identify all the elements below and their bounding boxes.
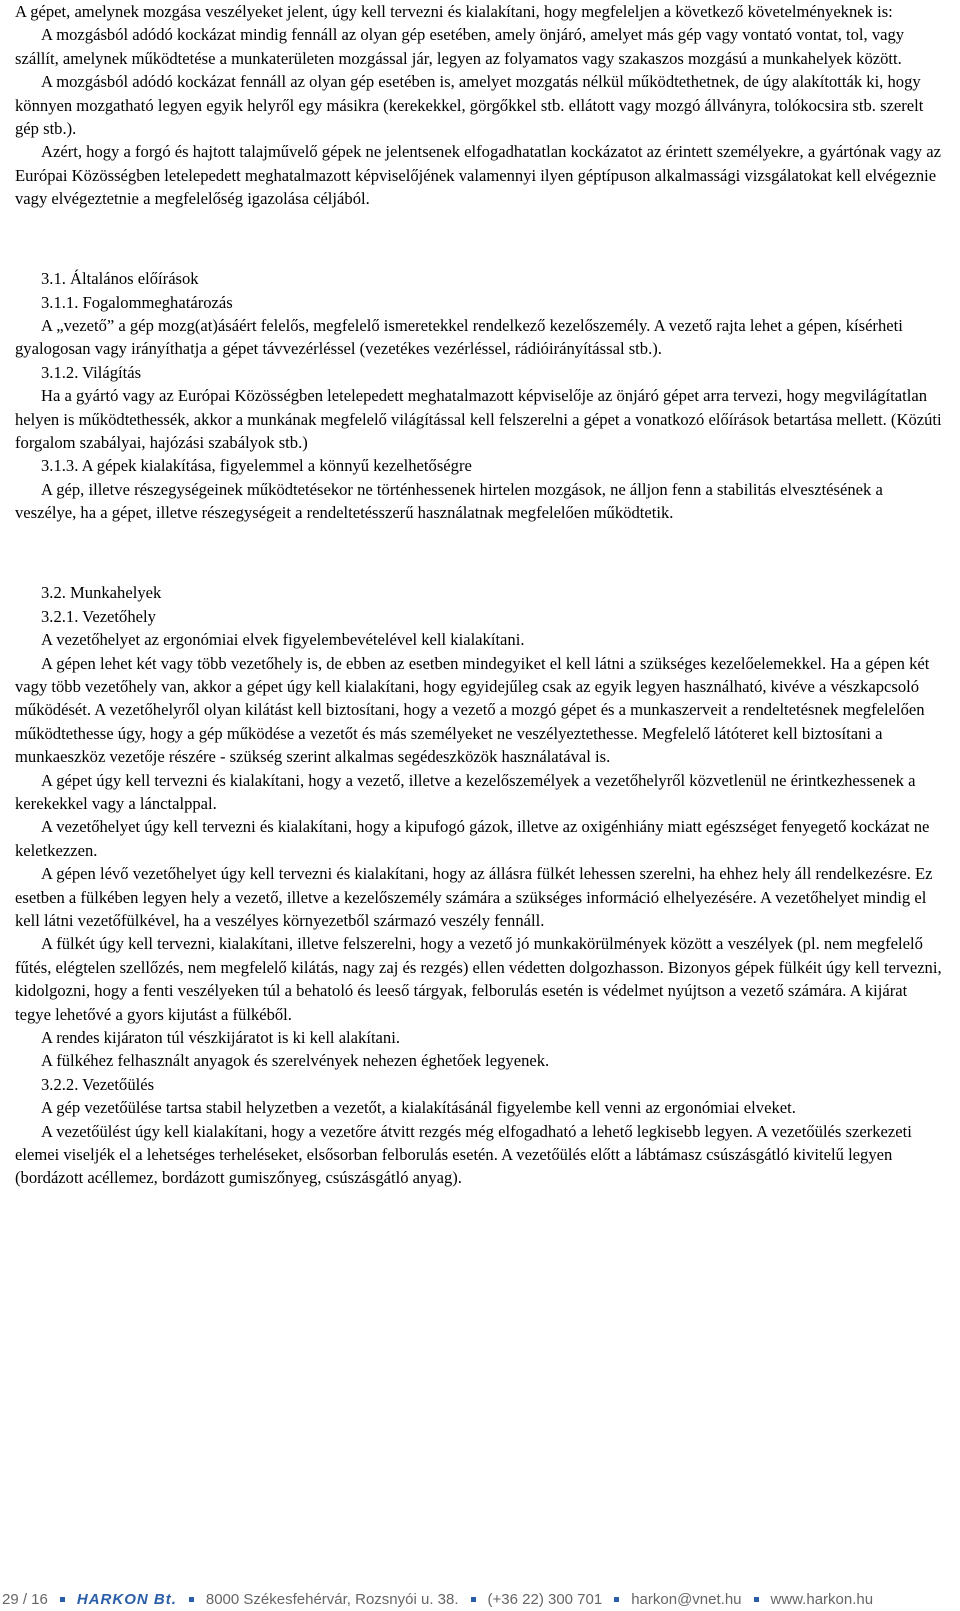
paragraph: A vezetőhelyet az ergonómiai elvek figyelembevételével kell kialakítani. xyxy=(41,630,525,650)
paragraph: A gép vezetőülése tartsa stabil helyzetben a vezetőt, a kialakításánál figyelembe kell venni az ergonómiai elveket. xyxy=(41,1098,796,1118)
paragraph: A gép, illetve részegységeinek működtetésekor ne történhessenek hirtelen mozgások, ne álljon fenn a stabilitás elvesztésének a veszélye, ha a gépet, illetve részegységeit a rendeltetésszerű használatnak megfelelően működtetik. xyxy=(15,479,883,523)
paragraph: 3.2. Munkahelyek xyxy=(41,583,162,603)
paragraph: A gépen lehet két vagy több vezetőhely is, de ebben az esetben mindegyiket el kell látni a szükséges kezelőelemekkel. Ha a gépen két vagy több vezetőhely van, akkor a gépet úgy kell kialakítani, hogy egyidejűleg csak az egyik legyen használható, kivéve a vészkapcsoló működését. A vezetőhelyről olyan kilátást kell biztosítani, hogy a vezető a mozgó gépet és a munkaszerveit a rendeltetésnek megfelelően működtethesse úgy, hogy a gép működése a vezetőt és más személyeket ne veszélyeztethesse. Megfelelő látóteret kell biztosítani a munkaeszköz vezetője részére - szükség szerint alkalmas segédeszközök használatával is. xyxy=(15,653,930,767)
paragraph: A mozgásból adódó kockázat mindig fennáll az olyan gép esetében, amely önjáró, amelyet más gép vagy vontató vontat, tol, vagy szállít, amelynek működtetése a munkaterületen mozgással jár, legyen az folyamatos vagy szakaszos mozgású a munkahelyek között. xyxy=(15,25,905,68)
paragraph: 3.1.1. Fogalommeghatározás xyxy=(41,292,233,312)
separator-square-icon xyxy=(754,1597,759,1602)
paragraph: A gépet úgy kell tervezni és kialakítani, hogy a vezető, illetve a kezelőszemélyek a vezetőhelyről közvetlenül ne érintkezhessenek a kerekekkel vagy a lánctalppal. xyxy=(15,770,916,813)
blank-line xyxy=(15,227,945,250)
footer-phone: (+36 22) 300 701 xyxy=(487,1591,603,1608)
blank-line xyxy=(15,541,945,564)
paragraph: A gépen lévő vezetőhelyet úgy kell tervezni és kialakítani, hogy az állásra fülkét lehessen szerelni, ha ehhez hely áll rendelkezésre. Ez esetben a fülkében legyen hely a vezető, illetve a kezelőszemély számára a szükséges információ elhelyezésére. A vezetőhelyet mindig el kell látni vezetőfülkével, ha a veszélyes környezetből származó veszély fennáll. xyxy=(15,864,933,930)
paragraph: A fülkéhez felhasznált anyagok és szerelvények nehezen éghetőek legyenek. xyxy=(41,1051,550,1071)
footer-address: 8000 Székesfehérvár, Rozsnyói u. 38. xyxy=(205,1591,459,1608)
paragraph: 3.1.3. A gépek kialakítása, figyelemmel a könnyű kezelhetőségre xyxy=(41,456,472,476)
paragraph: A gépet, amelynek mozgása veszélyeket jelent, úgy kell tervezni és kialakítani, hogy megfeleljen a következő követelményeknek is: xyxy=(15,2,893,21)
paragraph: Ha a gyártó vagy az Európai Közösségben letelepedett meghatalmazott képviselője az önjáró gépet arra tervezi, hogy megvilágítatlan helyen is működtethessék, akkor a munkának megfelelő világítással kell felszerelni a gépet a vonatkozó előírások betartása mellett. (Közúti forgalom szabályai, hajózási szabályok stb.) xyxy=(15,386,942,453)
paragraph: A rendes kijáraton túl vészkijáratot is ki kell alakítani. xyxy=(41,1028,400,1047)
separator-square-icon xyxy=(471,1597,476,1602)
paragraph: A vezetőülést úgy kell kialakítani, hogy a vezetőre átvitt rezgés még elfogadható a lehető legkisebb legyen. A vezetőülés szerkezeti elemei viseljék el a lehetséges terheléseket, elsősorban felborulás esetén. A vezetőülés előtt a lábtámasz csúszásgátló kivitelű legyen (bordázott acéllemez, bordázott gumiszőnyeg, csúszásgátló anyag). xyxy=(15,1121,912,1188)
document-body xyxy=(15,0,945,1190)
page-number: 29 / 16 xyxy=(2,1591,48,1608)
paragraph: 3.2.1. Vezetőhely xyxy=(41,606,156,626)
paragraph: 3.1.2. Világítás xyxy=(41,362,142,382)
separator-square-icon xyxy=(60,1597,65,1602)
paragraph: A vezetőhelyet úgy kell tervezni és kialakítani, hogy a kipufogó gázok, illetve az oxigénhiány miatt egészséget fenyegető kockázat ne keletkezzen. xyxy=(15,817,930,860)
paragraph: 3.1. Általános előírások xyxy=(41,269,199,289)
paragraph: A mozgásból adódó kockázat fennáll az olyan gép esetében is, amelyet mozgatás nélkül működtethetnek, de úgy alakították ki, hogy könnyen mozgatható legyen egyik helyről egy másikra (kerekekkel, görgőkkel stb. ellátott vagy mozgó állványra, tolókocsira stb. szerelt gép stb.). xyxy=(15,72,924,139)
paragraph: A fülkét úgy kell tervezni, kialakítani, illetve felszerelni, hogy a vezető jó munkakörülmények között a veszélyek (pl. nem megfelelő fűtés, elégtelen szellőzés, nem megfelelő kilátás, nagy zaj és rezgés) ellen védetten dolgozhasson. Bizonyos gépek fülkéit úgy kell tervezni, kidolgozni, hogy a fenti veszélyeken túl a behatoló és leeső tárgyak, felborulás esetén is védelmet nyújtson a vezető számára. A kijárat tegye lehetővé a gyors kijutást a fülkéből. xyxy=(15,934,942,1024)
footer-website-link[interactable]: www.harkon.hu xyxy=(770,1591,874,1608)
company-logo: HARKON Bt. xyxy=(76,1591,177,1608)
paragraph: Azért, hogy a forgó és hajtott talajművelő gépek ne jelentsenek elfogadhatatlan kockázatot az érintett személyekre, a gyártónak vagy az Európai Közösségben letelepedett meghatalmazott képviselőjének valamennyi ilyen géptípuson alkalmassági vizsgálatokat kell elvégeznie vagy elvégeztetnie a megfelelőség igazolása céljából. xyxy=(15,142,941,209)
separator-square-icon xyxy=(614,1597,619,1602)
paragraph: 3.2.2. Vezetőülés xyxy=(41,1074,155,1094)
page-footer xyxy=(0,1588,960,1611)
footer-email-link[interactable]: harkon@vnet.hu xyxy=(631,1591,742,1608)
separator-square-icon xyxy=(189,1597,194,1602)
paragraph: A „vezető” a gép mozg(at)ásáért felelős, megfelelő ismeretekkel rendelkező kezelőszemély. A vezető rajta lehet a gépen, kísérheti gyalogosan vagy irányíthatja a gépet távvezérléssel (vezetékes vezérléssel, rádióirányítással stb.). xyxy=(15,316,903,359)
